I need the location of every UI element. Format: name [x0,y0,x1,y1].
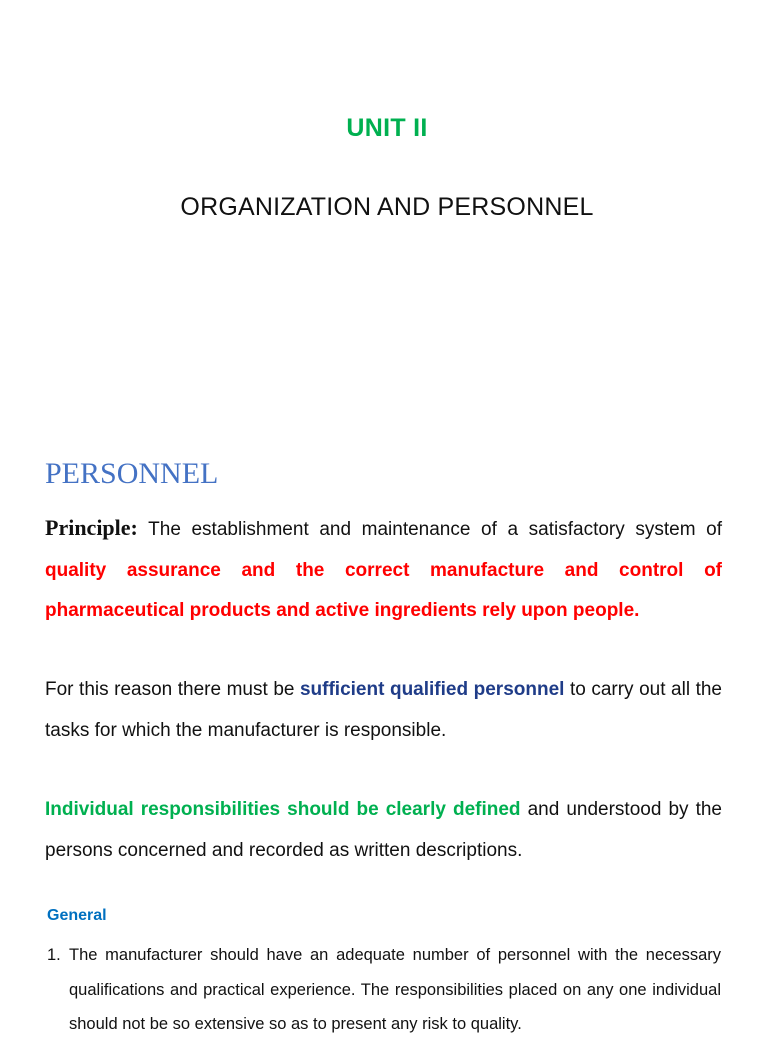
general-heading: General [47,907,107,924]
list-item-text: The manufacturer should have an adequate number of personnel with the necessary qualifications and practical experience. The responsibilities placed on any one individual should not be so extensive so as to present any risk to quality. [69,946,721,1033]
principle-highlight: quality assurance and the correct manufacture and control of pharmaceutical products and active ingredients rely upon people. [45,559,722,621]
section-heading-personnel: PERSONNEL [45,457,219,490]
unit-label: UNIT II [346,114,428,142]
principle-label: Principle: [45,515,138,540]
document-title: ORGANIZATION AND PERSONNEL [180,193,594,221]
general-list [45,938,721,1042]
list-item-number: 1. [47,946,61,964]
reason-highlight: sufficient qualified personnel [299,679,565,700]
reason-text-start: For this reason there must be [45,679,300,700]
individual-paragraph [45,790,722,871]
list-item [45,938,721,1042]
individual-highlight: Individual responsibilities should be clearly defined [45,799,521,820]
individual-text: and understood by the persons concerned and recorded as written descriptions. [45,799,722,861]
principle-text: The establishment and maintenance of a satisfactory system of [137,519,722,540]
reason-paragraph [45,670,722,751]
principle-paragraph [45,508,722,632]
reason-text-end: to carry out all the tasks for which the manufacturer is responsible. [45,679,722,741]
